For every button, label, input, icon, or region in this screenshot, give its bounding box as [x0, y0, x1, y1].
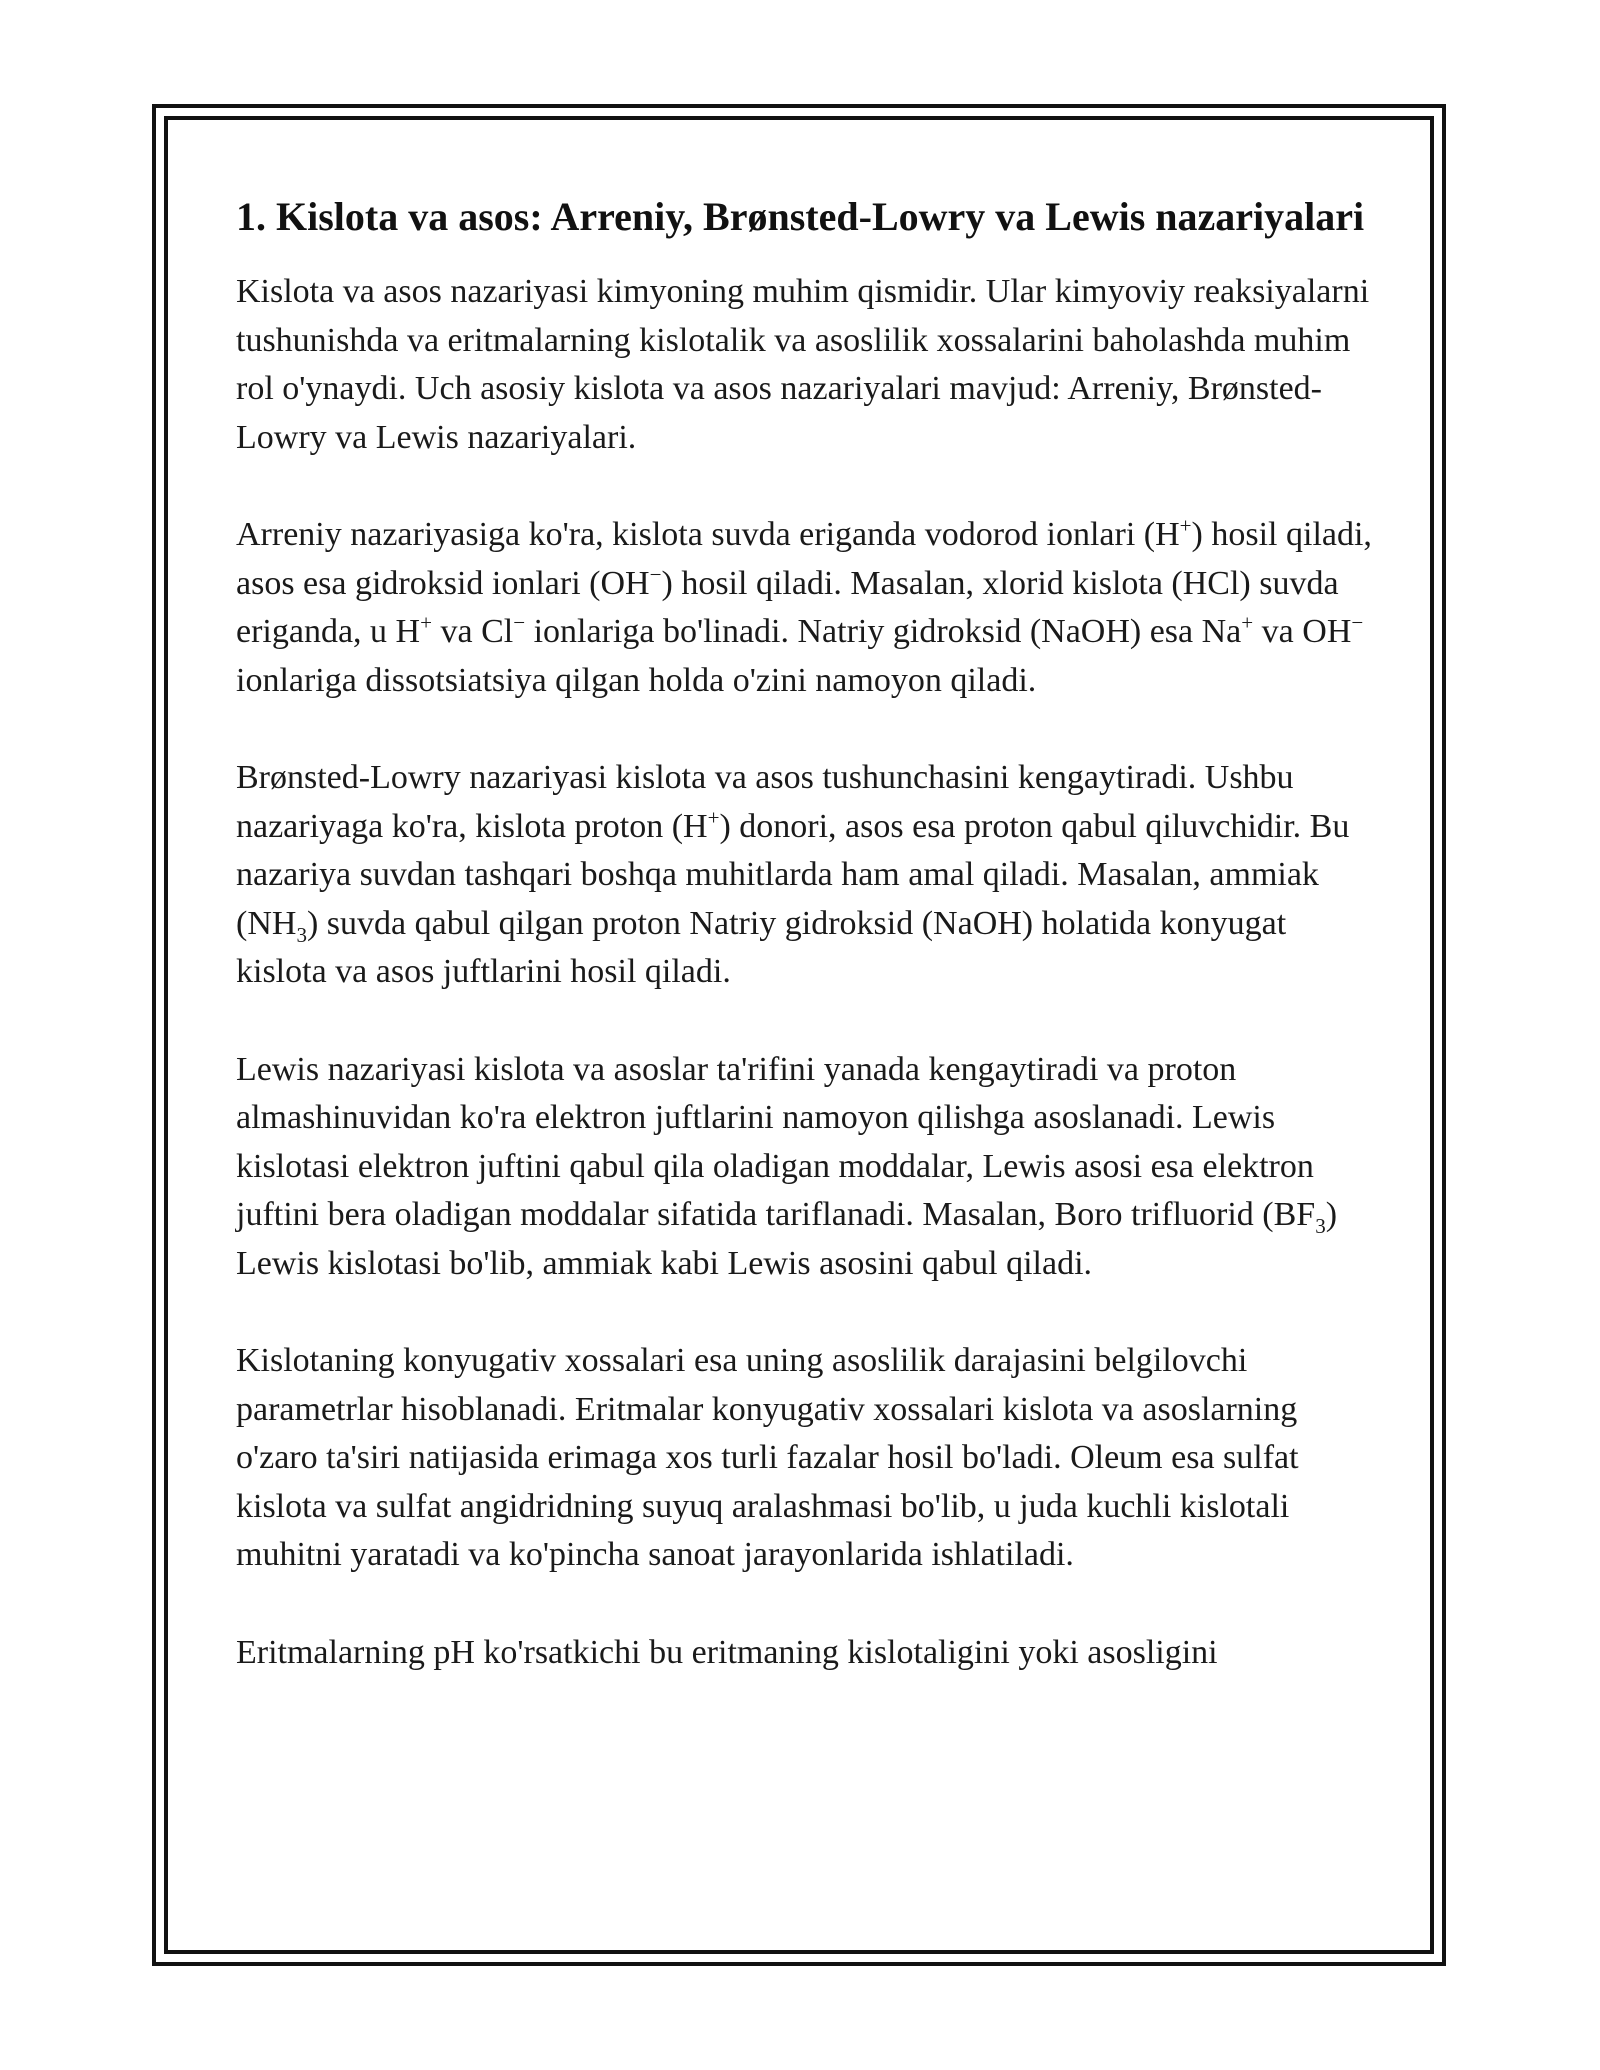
- superscript: +: [1179, 513, 1192, 538]
- text-run: Kislotaning konyugativ xossalari esa uning asoslilik darajasini belgilovchi parametrlar hisoblanadi. Eritmalar konyugativ xossalari kislota va asoslarning o'zaro ta'siri natijasida erimaga xos turli fazalar hosil bo'ladi. Oleum esa sulfat kislota va sulfat angidridning suyuq aralashmasi bo'lib, u juda kuchli kislotali muhitni yaratadi va ko'pincha sanoat jarayonlarida ishlatiladi.: [236, 1342, 1299, 1574]
- paragraph: [236, 1046, 1376, 1289]
- text-run: ) donori, asos esa proton qabul qiluvchidir. Bu nazariya suvdan tashqari boshqa muhitlarda ham amal qiladi. Masalan, ammiak (NH: [236, 807, 1350, 942]
- superscript: −: [1351, 610, 1364, 635]
- text-run: ) hosil qiladi. Masalan, xlorid kislota (HCl) suvda eriganda, u H: [236, 564, 1339, 651]
- text-run: ionlariga bo'linadi. Natriy gidroksid (NaOH) esa Na: [525, 613, 1242, 651]
- superscript: +: [707, 805, 720, 830]
- text-run: Brønsted-Lowry nazariyasi kislota va asos tushunchasini kengaytiradi. Ushbu nazariyaga ko'ra, kislota proton (H: [236, 758, 1294, 845]
- paragraph: [236, 511, 1376, 705]
- text-run: Eritmalarning pH ko'rsatkichi bu eritmaning kislotaligini yoki asosligini: [236, 1633, 1218, 1671]
- superscript: −: [649, 562, 662, 587]
- paragraph: [236, 1629, 1376, 1678]
- text-run: ) hosil qiladi, asos esa gidroksid ionlari (OH: [236, 515, 1372, 602]
- section-heading: 1. Kislota va asos: Arreniy, Brønsted-Lowry va Lewis nazariyalari: [236, 194, 1365, 239]
- text-run: Arreniy nazariyasiga ko'ra, kislota suvda eriganda vodorod ionlari (H: [236, 515, 1180, 553]
- text-run: Kislota va asos nazariyasi kimyoning muhim qismidir. Ular kimyoviy reaksiyalarni tushunishda va eritmalarning kislotalik va asoslilik xossalarini baholashda muhim rol o'ynaydi. Uch asosiy kislota va asos nazariyalari mavjud: Arreniy, Brønsted-Lowry va Lewis nazariyalari.: [236, 273, 1370, 456]
- superscript: +: [420, 610, 432, 635]
- text-run: Lewis nazariyasi kislota va asoslar ta'rifini yanada kengaytiradi va proton almashinuvidan ko'ra elektron juftlarini namoyon qilishga asoslanadi. Lewis kislotasi elektron juftini qabul qila oladigan moddalar, Lewis asosi esa elektron juftini bera oladigan moddalar sifatida tariflanadi. Masalan, Boro trifluorid (BF: [236, 1050, 1316, 1234]
- text-run: va OH: [1253, 613, 1352, 651]
- paragraph: [236, 754, 1376, 997]
- paragraph: [236, 1337, 1376, 1580]
- text-run: ) Lewis kislotasi bo'lib, ammiak kabi Lewis asosini qabul qiladi.: [236, 1196, 1338, 1282]
- text-run: ionlariga dissotsiatsiya qilgan holda o'zini namoyon qiladi.: [236, 661, 1037, 699]
- subscript: 3: [1315, 1214, 1326, 1239]
- paragraph: [236, 268, 1376, 462]
- superscript: +: [1241, 610, 1254, 635]
- text-run: ) suvda qabul qilgan proton Natriy gidroksid (NaOH) holatida konyugat kislota va asos juftlarini hosil qiladi.: [236, 904, 1287, 991]
- text-run: va Cl: [432, 613, 514, 651]
- body-text: [236, 268, 1376, 1677]
- document-content: [236, 190, 1376, 1677]
- superscript: −: [513, 610, 526, 635]
- subscript: 3: [296, 922, 307, 947]
